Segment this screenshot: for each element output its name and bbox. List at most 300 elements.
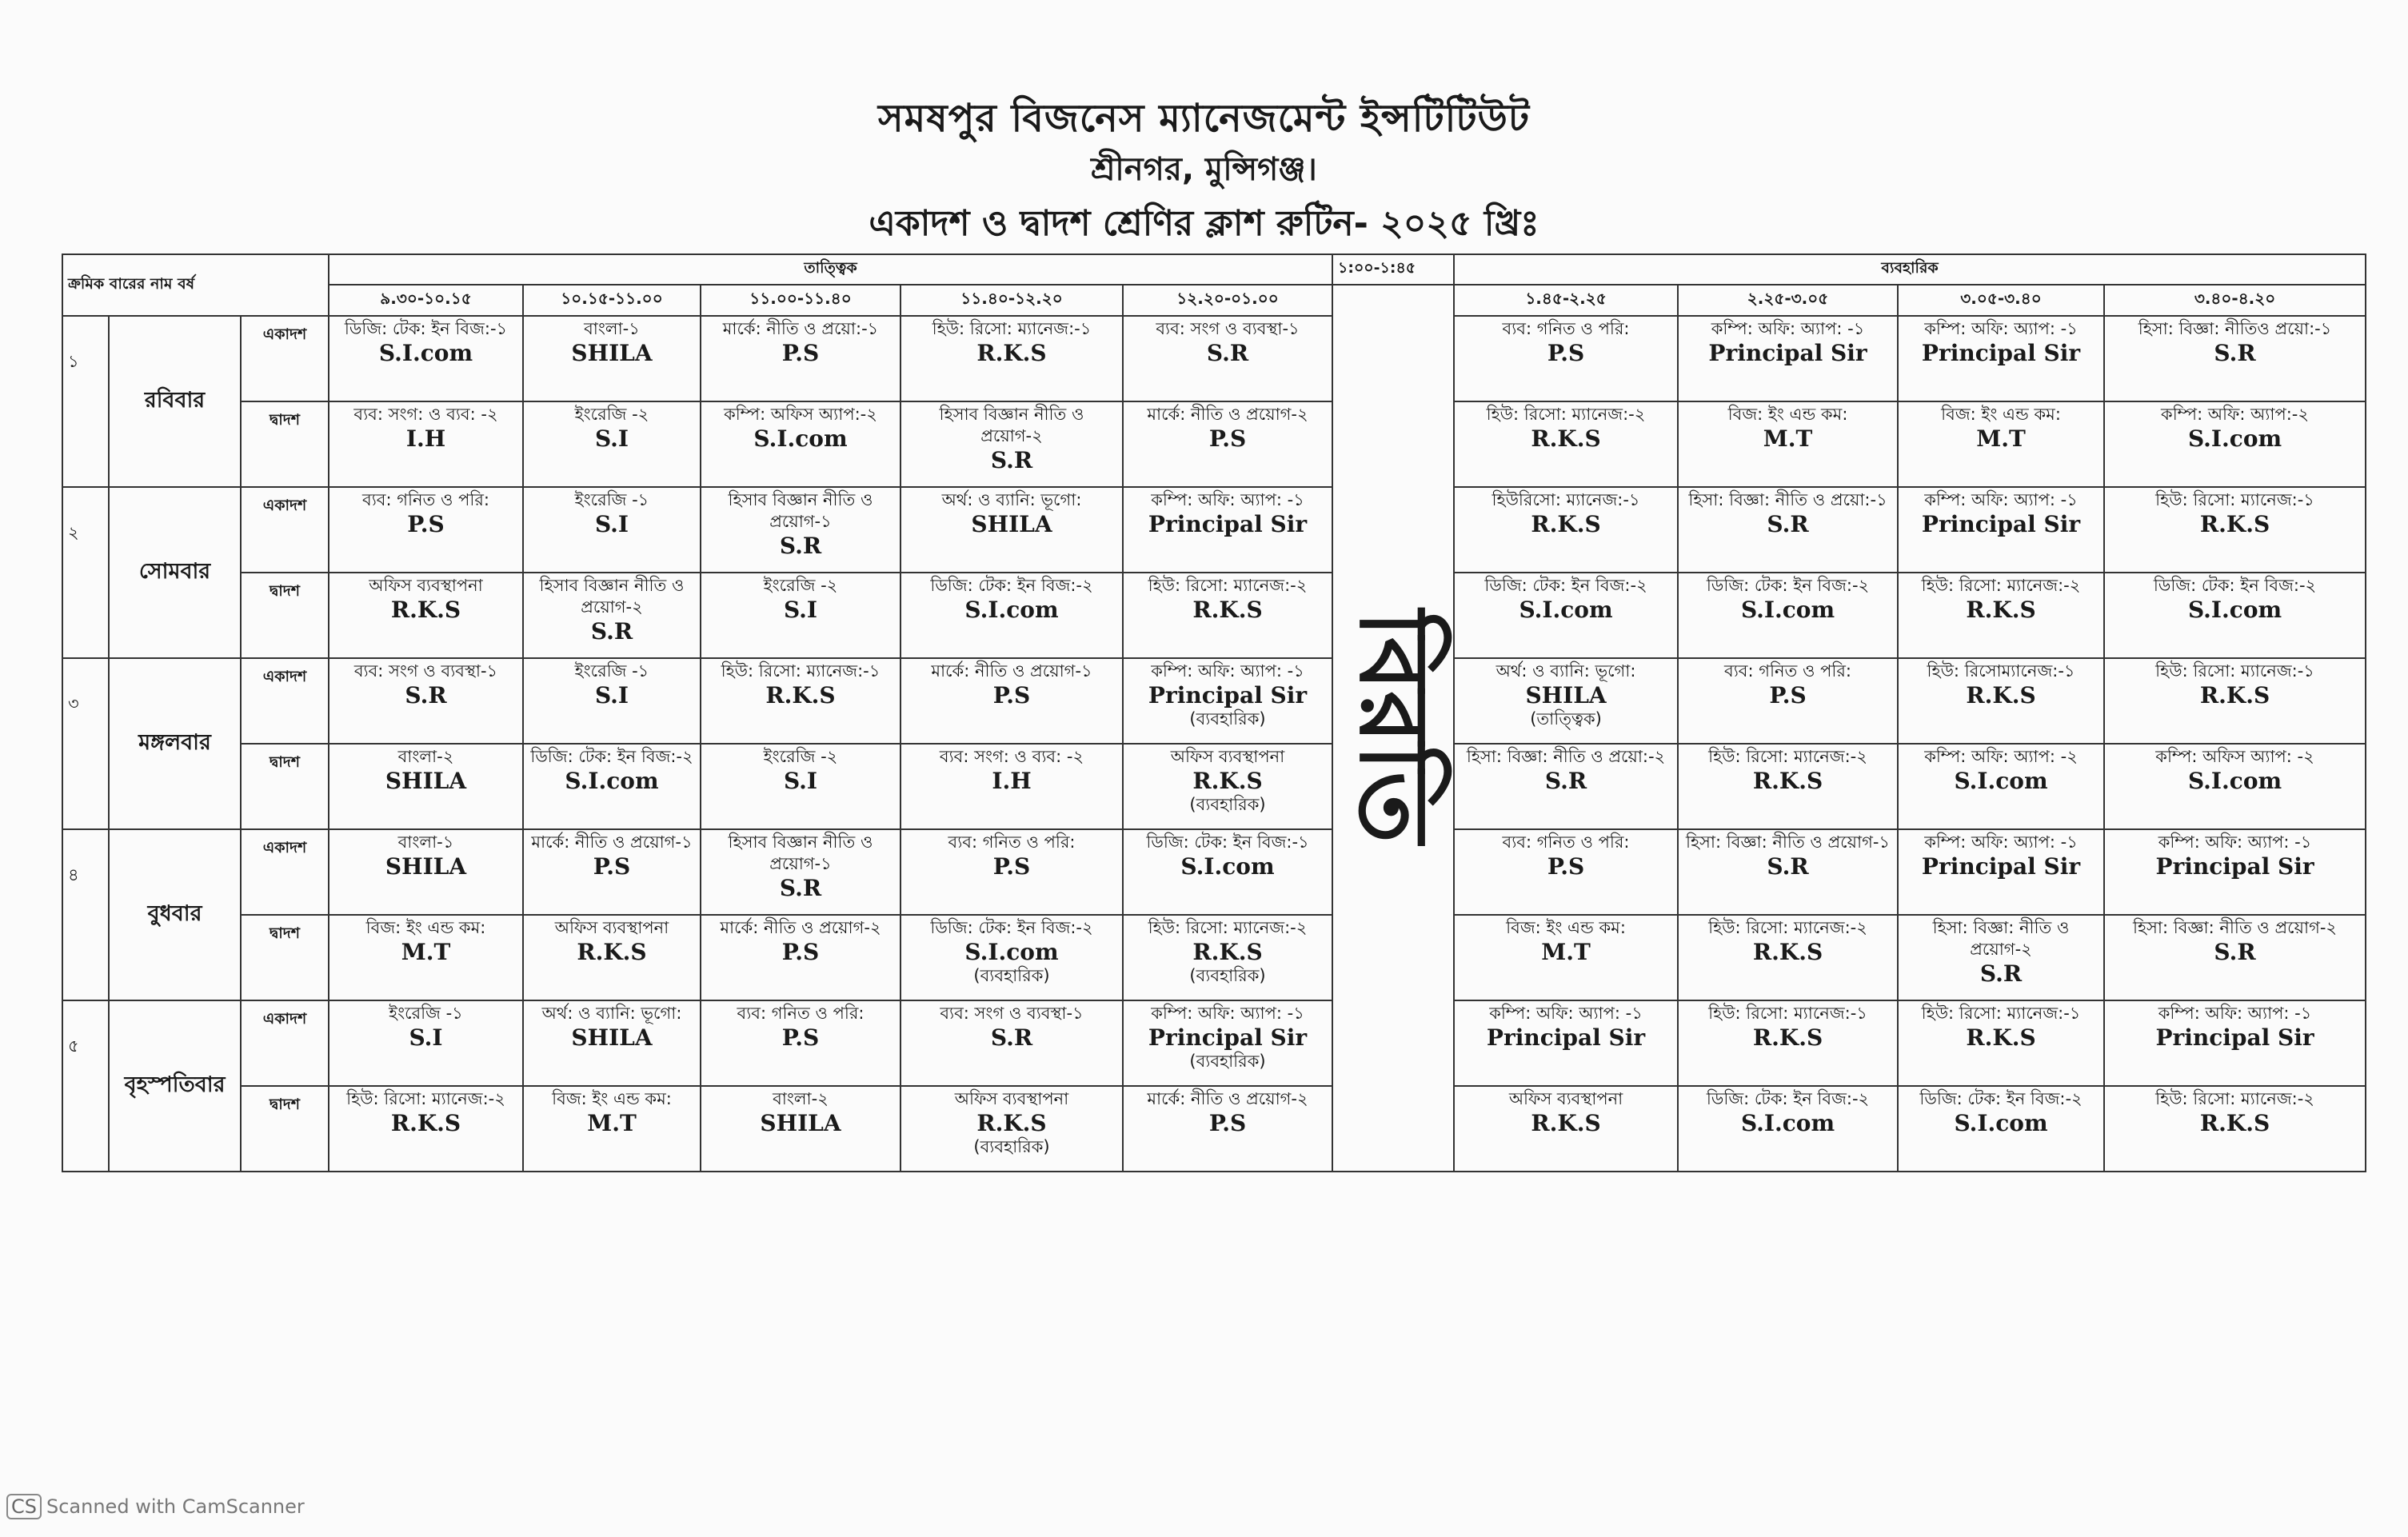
routine-cell: [1454, 316, 1678, 401]
routine-cell: [1898, 829, 2104, 915]
subject-name: ব্যব: গনিত ও পরি:: [362, 490, 489, 509]
routine-cell: [701, 829, 901, 915]
routine-cell: [2104, 744, 2366, 829]
teacher-code: S.I: [594, 511, 629, 537]
page-title: সমষপুর বিজনেস ম্যানেজমেন্ট ইন্সটিটিউট: [877, 96, 1531, 141]
subject-name: মার্কে: নীতি ও প্রয়োগ-২: [720, 918, 881, 937]
day-name: বুধবার: [109, 829, 241, 1000]
routine-cell: [1678, 573, 1898, 658]
table-row: [62, 316, 2366, 401]
subject-name: অফিস ব্যবস্থাপনা: [369, 576, 483, 595]
class-year: দ্বাদশ: [241, 744, 329, 829]
serial-cell: ১: [62, 316, 109, 487]
routine-cell: [1898, 658, 2104, 744]
subject-name: ব্যব: গনিত ও পরি:: [737, 1004, 865, 1023]
teacher-code: R.K.S: [1531, 425, 1601, 452]
subject-name: ইংরেজি -১: [574, 490, 649, 509]
day-name: বৃহস্পতিবার: [109, 1000, 241, 1172]
teacher-code: I.H: [992, 768, 1032, 794]
subject-name: হিসাব বিজ্ঞান নীতি ও প্রয়োগ-১: [728, 490, 873, 531]
teacher-code: I.H: [405, 425, 446, 452]
teacher-code: S.I.com: [1954, 1110, 2048, 1136]
subject-name: ডিজি: টেক: ইন বিজ:-২: [1706, 576, 1870, 595]
subject-name: হিউ: রিসোম্যানেজ:-১: [1927, 661, 2075, 681]
teacher-code: S.I.com: [1740, 1110, 1835, 1136]
class-note: (ব্যবহারিক): [1189, 795, 1266, 814]
class-year: একাদশ: [241, 658, 329, 744]
teacher-code: S.R: [1544, 768, 1587, 794]
break-column: [1332, 285, 1454, 1172]
teacher-code: Principal Sir: [2155, 1024, 2314, 1051]
teacher-code: R.K.S: [577, 939, 647, 965]
time-slot: ১১.০০-১১.৪০: [701, 285, 901, 316]
table-row: [62, 1000, 2366, 1086]
teacher-code: M.T: [1976, 425, 2026, 452]
table-row: [62, 744, 2366, 829]
teacher-code: Principal Sir: [1148, 1024, 1308, 1051]
time-slot: ১২.২০-০১.০০: [1123, 285, 1332, 316]
teacher-code: R.K.S: [1752, 1024, 1823, 1051]
routine-cell: [901, 401, 1123, 487]
routine-cell: [1123, 401, 1332, 487]
teacher-code: S.R: [1767, 511, 1809, 537]
page-subtitle: শ্রীনগর, মুন্সিগঞ্জ।: [1091, 151, 1317, 188]
teacher-code: P.S: [593, 853, 631, 880]
class-note: (ব্যবহারিক): [1189, 709, 1266, 729]
subject-name: বিজ: ইং এন্ড কম:: [365, 918, 486, 937]
routine-cell: [701, 487, 901, 573]
routine-cell: [2104, 316, 2366, 401]
routine-cell: [523, 829, 701, 915]
teacher-code: S.R: [2214, 340, 2256, 366]
teacher-code: R.K.S: [1966, 1024, 2036, 1051]
teacher-code: M.T: [587, 1110, 637, 1136]
subject-name: মার্কে: নীতি ও প্রয়ো:-১: [722, 319, 879, 338]
subject-name: ব্যব: সংগ ও ব্যবস্থা-১: [353, 661, 498, 681]
teacher-code: SHILA: [385, 768, 467, 794]
subject-name: হিসা: বিজ্ঞা: নীতি ও প্রয়ো:-১: [1688, 490, 1887, 509]
teacher-code: Principal Sir: [1921, 853, 2081, 880]
subject-name: ডিজি: টেক: ইন বিজ:-১: [344, 319, 508, 338]
subject-name: হিসাব বিজ্ঞান নীতি ও প্রয়োগ-২: [539, 576, 685, 617]
teacher-code: S.R: [779, 533, 822, 559]
teacher-code: M.T: [1541, 939, 1591, 965]
routine-cell: [523, 401, 701, 487]
routine-cell: [1898, 915, 2104, 1000]
class-note: (ব্যবহারিক): [973, 966, 1050, 985]
subject-name: হিউ: রিসো: ম্যানেজ:-২: [1148, 918, 1308, 937]
routine-cell: [1898, 744, 2104, 829]
teacher-code: S.I.com: [964, 939, 1059, 965]
subject-name: অফিস ব্যবস্থাপনা: [1170, 747, 1285, 766]
routine-cell: [1454, 658, 1678, 744]
subject-name: ইংরেজি -২: [763, 747, 838, 766]
routine-cell: [901, 487, 1123, 573]
routine-cell: [523, 573, 701, 658]
subject-name: হিউ: রিসো: ম্যানেজ:-১: [1921, 1004, 2081, 1023]
teacher-code: SHILA: [1525, 682, 1607, 709]
time-slot: ১১.৪০-১২.২০: [901, 285, 1123, 316]
subject-name: ব্যব: গনিত ও পরি:: [1502, 832, 1630, 852]
routine-cell: [1678, 1086, 1898, 1172]
teacher-code: S.I: [409, 1024, 443, 1051]
teacher-code: Principal Sir: [1921, 340, 2081, 366]
teacher-code: S.I: [783, 768, 818, 794]
routine-cell: [1898, 487, 2104, 573]
subject-name: ইংরেজি -১: [574, 661, 649, 681]
teacher-code: S.I.com: [964, 597, 1059, 623]
teacher-code: Principal Sir: [1148, 682, 1308, 709]
subject-name: হিউ: রিসো: ম্যানেজ:-২: [1486, 405, 1646, 424]
subject-name: কম্পি: অফি: অ্যাপ: -১: [1924, 319, 2078, 338]
routine-cell: [701, 1000, 901, 1086]
teacher-code: R.K.S: [976, 340, 1047, 366]
subject-name: বিজ: ইং এন্ড কম:: [552, 1089, 672, 1108]
teacher-code: M.T: [401, 939, 451, 965]
subject-name: বিজ: ইং এন্ড কম:: [1941, 405, 2061, 424]
teacher-code: SHILA: [971, 511, 1052, 537]
table-row: [62, 401, 2366, 487]
routine-cell: [1454, 573, 1678, 658]
routine-cell: [1898, 573, 2104, 658]
routine-cell: [901, 316, 1123, 401]
routine-cell: [1123, 658, 1332, 744]
routine-cell: [1678, 744, 1898, 829]
routine-cell: [2104, 658, 2366, 744]
teacher-code: S.R: [590, 618, 633, 645]
teacher-code: R.K.S: [1531, 1110, 1601, 1136]
routine-cell: [1678, 487, 1898, 573]
class-note: (ব্যবহারিক): [973, 1137, 1050, 1156]
subject-name: হিউ: রিসো: ম্যানেজ:-২: [1921, 576, 2081, 595]
routine-cell: [2104, 401, 2366, 487]
teacher-code: R.K.S: [390, 597, 461, 623]
serial-cell: ২: [62, 487, 109, 658]
routine-cell: [1123, 316, 1332, 401]
teacher-code: S.R: [1979, 960, 2023, 987]
subject-name: বাংলা-২: [773, 1089, 829, 1108]
subject-name: ব্যব: গনিত ও পরি:: [1502, 319, 1630, 338]
subject-name: অর্থ: ও ব্যানি: ভূগো:: [1496, 661, 1636, 681]
subject-name: হিউ: রিসো: ম্যানেজ:-২: [1708, 918, 1867, 937]
teacher-code: P.S: [781, 939, 820, 965]
routine-cell: [701, 915, 901, 1000]
teacher-code: S.I: [594, 425, 629, 452]
subject-name: ডিজি: টেক: ইন বিজ:-২: [1919, 1089, 2083, 1108]
teacher-code: P.S: [992, 853, 1031, 880]
routine-cell: [901, 1086, 1123, 1172]
routine-title: একাদশ ও দ্বাদশ শ্রেণির ক্লাশ রুটিন- ২০২৫ খ্রিঃ: [869, 203, 1539, 244]
serial-cell: ৪: [62, 829, 109, 1000]
routine-cell: [1454, 915, 1678, 1000]
subject-name: বিজ: ইং এন্ড কম:: [1506, 918, 1626, 937]
routine-cell: [2104, 487, 2366, 573]
class-year: একাদশ: [241, 316, 329, 401]
class-note: (ব্যবহারিক): [1189, 966, 1266, 985]
subject-name: হিউ: রিসো: ম্যানেজ:-২: [1148, 576, 1308, 595]
teacher-code: P.S: [1769, 682, 1807, 709]
teacher-code: S.R: [405, 682, 447, 709]
teacher-code: P.S: [781, 340, 820, 366]
routine-cell: [701, 401, 901, 487]
routine-cell: [1454, 487, 1678, 573]
routine-cell: [329, 1000, 523, 1086]
routine-cell: [1678, 658, 1898, 744]
teacher-code: R.K.S: [390, 1110, 461, 1136]
teacher-code: R.K.S: [1192, 768, 1263, 794]
teacher-code: P.S: [1547, 340, 1585, 366]
subject-name: হিউ: রিসো: ম্যানেজ:-১: [721, 661, 881, 681]
subject-name: ব্যব: সংগ ও ব্যবস্থা-১: [940, 1004, 1084, 1023]
subject-name: হিউ: রিসো: ম্যানেজ:-১: [932, 319, 1092, 338]
subject-name: কম্পি: অফিস অ্যাপ: -২: [2155, 747, 2314, 766]
table-row: [62, 573, 2366, 658]
routine-cell: [901, 915, 1123, 1000]
routine-cell: [701, 1086, 901, 1172]
teacher-code: R.K.S: [2199, 1110, 2270, 1136]
subject-name: বিজ: ইং এন্ড কম:: [1727, 405, 1848, 424]
routine-cell: [329, 744, 523, 829]
teacher-code: S.R: [779, 875, 822, 901]
practical-header: ব্যবহারিক: [1454, 254, 2366, 285]
routine-cell: [701, 316, 901, 401]
routine-cell: [329, 401, 523, 487]
class-year: দ্বাদশ: [241, 1086, 329, 1172]
teacher-code: S.R: [1206, 340, 1249, 366]
routine-cell: [329, 1086, 523, 1172]
class-year: একাদশ: [241, 1000, 329, 1086]
routine-cell: [901, 744, 1123, 829]
col-day-label: বারের নাম: [109, 274, 173, 293]
subject-name: হিসা: বিজ্ঞা: নীতিও প্রয়ো:-১: [2138, 319, 2332, 338]
subject-name: ডিজি: টেক: ইন বিজ:-২: [1484, 576, 1647, 595]
subject-name: কম্পি: অফিস অ্যাপ:-২: [724, 405, 877, 424]
serial-cell: ৫: [62, 1000, 109, 1172]
break-time: ১:০০-১:৪৫: [1332, 254, 1454, 285]
teacher-code: S.R: [990, 1024, 1033, 1051]
teacher-code: R.K.S: [2199, 511, 2270, 537]
routine-cell: [1454, 829, 1678, 915]
routine-cell: [1454, 1000, 1678, 1086]
routine-cell: [1898, 1086, 2104, 1172]
subject-name: হিউ: রিসো: ম্যানেজ:-১: [2155, 661, 2314, 681]
routine-cell: [1123, 487, 1332, 573]
teacher-code: S.I.com: [2187, 597, 2282, 623]
teacher-code: R.K.S: [1752, 768, 1823, 794]
teacher-code: S.I.com: [1740, 597, 1835, 623]
teacher-code: S.I.com: [2187, 425, 2282, 452]
teacher-code: S.I.com: [1954, 768, 2048, 794]
header-labels: [62, 254, 329, 316]
routine-cell: [2104, 1000, 2366, 1086]
routine-cell: [329, 915, 523, 1000]
scanner-watermark: [6, 1494, 305, 1519]
teacher-code: R.K.S: [1192, 597, 1263, 623]
routine-cell: [901, 829, 1123, 915]
teacher-code: S.I.com: [2187, 768, 2282, 794]
teacher-code: M.T: [1763, 425, 1813, 452]
day-name: সোমবার: [109, 487, 241, 658]
routine-cell: [1123, 573, 1332, 658]
teacher-code: R.K.S: [2199, 682, 2270, 709]
routine-cell: [1678, 401, 1898, 487]
routine-cell: [523, 1000, 701, 1086]
teacher-code: P.S: [781, 1024, 820, 1051]
teacher-code: R.K.S: [1531, 511, 1601, 537]
subject-name: মার্কে: নীতি ও প্রয়োগ-২: [1147, 405, 1308, 424]
subject-name: কম্পি: অফি: অ্যাপ: -১: [1151, 661, 1304, 681]
teacher-code: S.I.com: [1519, 597, 1613, 623]
subject-name: ইংরেজি -২: [763, 576, 838, 595]
subject-name: মার্কে: নীতি ও প্রয়োগ-১: [531, 832, 693, 852]
teacher-code: SHILA: [760, 1110, 841, 1136]
subject-name: অর্থ: ও ব্যানি: ভূগো:: [541, 1004, 682, 1023]
teacher-code: P.S: [1547, 853, 1585, 880]
subject-name: হিসা: বিজ্ঞা: নীতি ও প্রয়োগ-২: [2133, 918, 2338, 937]
routine-cell: [2104, 829, 2366, 915]
routine-cell: [329, 487, 523, 573]
teacher-code: S.I.com: [753, 425, 848, 452]
table-row: [62, 658, 2366, 744]
teacher-code: S.R: [990, 447, 1033, 473]
subject-name: অর্থ: ও ব্যানি: ভূগো:: [941, 490, 1082, 509]
teacher-code: SHILA: [571, 340, 653, 366]
subject-name: ব্যব: সংগ ও ব্যবস্থা-১: [1156, 319, 1300, 338]
subject-name: ইংরেজি -১: [389, 1004, 463, 1023]
subject-name: ডিজি: টেক: ইন বিজ:-২: [1706, 1089, 1870, 1108]
class-routine-table: [62, 254, 2366, 1172]
teacher-code: R.K.S: [976, 1110, 1047, 1136]
teacher-code: S.I: [594, 682, 629, 709]
class-year: দ্বাদশ: [241, 573, 329, 658]
routine-cell: [329, 573, 523, 658]
routine-cell: [1678, 1000, 1898, 1086]
subject-name: কম্পি: অফি: অ্যাপ: -১: [1151, 490, 1304, 509]
subject-name: কম্পি: অফি: অ্যাপ: -১: [1489, 1004, 1643, 1023]
routine-cell: [1678, 829, 1898, 915]
teacher-code: R.K.S: [765, 682, 836, 709]
routine-cell: [329, 829, 523, 915]
routine-cell: [523, 487, 701, 573]
routine-cell: [901, 1000, 1123, 1086]
subject-name: হিসাব বিজ্ঞান নীতি ও প্রয়োগ-১: [728, 832, 873, 873]
teacher-code: R.K.S: [1966, 597, 2036, 623]
subject-name: বাংলা-২: [397, 747, 454, 766]
col-class-label: বর্ষ: [178, 274, 195, 293]
teacher-code: S.I.com: [378, 340, 473, 366]
subject-name: কম্পি: অফি: অ্যাপ: -১: [2158, 832, 2312, 852]
subject-name: ডিজি: টেক: ইন বিজ:-২: [2153, 576, 2317, 595]
subject-name: ব্যব: গনিত ও পরি:: [1724, 661, 1852, 681]
time-slot: ১.৪৫-২.২৫: [1454, 285, 1678, 316]
subject-name: কম্পি: অফি: অ্যাপ: -১: [1151, 1004, 1304, 1023]
routine-cell: [1898, 1000, 2104, 1086]
teacher-code: Principal Sir: [1921, 511, 2081, 537]
teacher-code: R.K.S: [1966, 682, 2036, 709]
routine-cell: [701, 744, 901, 829]
time-slot: ৯.৩০-১০.১৫: [329, 285, 523, 316]
teacher-code: S.R: [1767, 853, 1809, 880]
teacher-code: S.I: [783, 597, 818, 623]
class-note: (তাত্ত্বিক): [1530, 709, 1602, 729]
subject-name: কম্পি: অফি: অ্যাপ: -১: [1711, 319, 1865, 338]
subject-name: কম্পি: অফি: অ্যাপ: -২: [1924, 747, 2078, 766]
teacher-code: SHILA: [571, 1024, 653, 1051]
teacher-code: S.R: [2214, 939, 2256, 965]
teacher-code: P.S: [1208, 1110, 1247, 1136]
subject-name: হিসা: বিজ্ঞা: নীতি ও প্রয়োগ-১: [1686, 832, 1891, 852]
teacher-code: P.S: [1208, 425, 1247, 452]
routine-cell: [701, 573, 901, 658]
teacher-code: Principal Sir: [2155, 853, 2314, 880]
teacher-code: R.K.S: [1752, 939, 1823, 965]
subject-name: ডিজি: টেক: ইন বিজ:-২: [930, 918, 1093, 937]
subject-name: হিউ: রিসো: ম্যানেজ:-২: [2155, 1089, 2314, 1108]
subject-name: অফিস ব্যবস্থাপনা: [954, 1089, 1069, 1108]
routine-cell: [523, 658, 701, 744]
subject-name: কম্পি: অফি: অ্যাপ:-২: [2161, 405, 2310, 424]
routine-cell: [1454, 744, 1678, 829]
routine-cell: [329, 316, 523, 401]
scanner-text: Scanned with CamScanner: [46, 1495, 305, 1518]
routine-cell: [1454, 1086, 1678, 1172]
class-year: একাদশ: [241, 829, 329, 915]
subject-name: বাংলা-১: [584, 319, 640, 338]
teacher-code: SHILA: [385, 853, 467, 880]
subject-name: হিউ: রিসো: ম্যানেজ:-২: [346, 1089, 505, 1108]
routine-cell: [1123, 915, 1332, 1000]
camscanner-logo-icon: CS: [6, 1494, 42, 1519]
routine-cell: [2104, 1086, 2366, 1172]
table-row: [62, 829, 2366, 915]
class-year: দ্বাদশ: [241, 915, 329, 1000]
subject-name: কম্পি: অফি: অ্যাপ: -১: [1924, 832, 2078, 852]
subject-name: ব্যব: সংগ: ও ব্যব: -২: [353, 405, 498, 424]
routine-cell: [523, 744, 701, 829]
serial-cell: ৩: [62, 658, 109, 829]
teacher-code: S.I.com: [1180, 853, 1275, 880]
teacher-code: P.S: [407, 511, 445, 537]
subject-name: ইংরেজি -২: [574, 405, 649, 424]
routine-cell: [701, 658, 901, 744]
subject-name: বাংলা-১: [397, 832, 454, 852]
routine-cell: [901, 573, 1123, 658]
time-slot: ৩.৪০-৪.২০: [2104, 285, 2366, 316]
subject-name: মার্কে: নীতি ও প্রয়োগ-২: [1147, 1089, 1308, 1108]
routine-cell: [2104, 915, 2366, 1000]
subject-name: অফিস ব্যবস্থাপনা: [554, 918, 669, 937]
subject-name: হিসা: বিজ্ঞা: নীতি ও প্রয়ো:-২: [1466, 747, 1666, 766]
time-slot: ২.২৫-৩.০৫: [1678, 285, 1898, 316]
subject-name: হিউ: রিসো: ম্যানেজ:-২: [1708, 747, 1867, 766]
subject-name: হিউরিসো: ম্যানেজ:-১: [1492, 490, 1640, 509]
theory-header: তাত্ত্বিক: [329, 254, 1332, 285]
routine-cell: [1678, 915, 1898, 1000]
table-row: [62, 915, 2366, 1000]
routine-cell: [1454, 401, 1678, 487]
subject-name: ডিজি: টেক: ইন বিজ:-২: [530, 747, 693, 766]
routine-cell: [1678, 316, 1898, 401]
routine-cell: [523, 316, 701, 401]
routine-cell: [329, 658, 523, 744]
routine-cell: [523, 915, 701, 1000]
subject-name: হিউ: রিসো: ম্যানেজ:-১: [2155, 490, 2314, 509]
teacher-code: Principal Sir: [1486, 1024, 1646, 1051]
routine-cell: [2104, 573, 2366, 658]
routine-cell: [1123, 1000, 1332, 1086]
teacher-code: P.S: [992, 682, 1031, 709]
class-year: একাদশ: [241, 487, 329, 573]
